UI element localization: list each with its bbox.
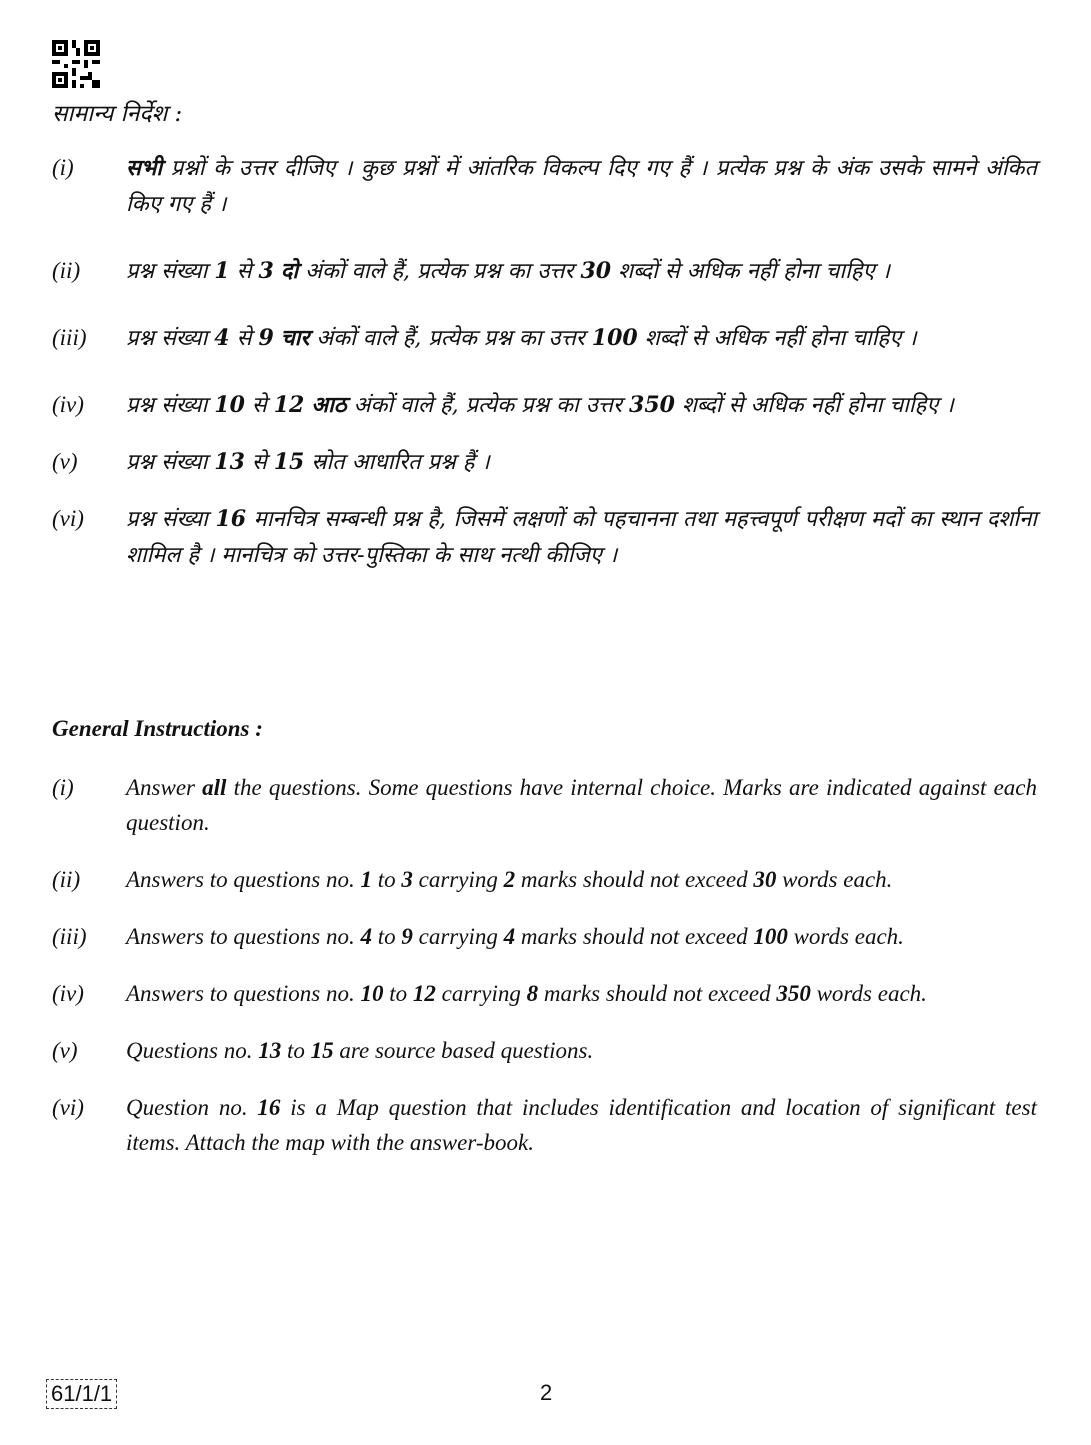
item-text: प्रश्न संख्या 4 से 9 चार अंकों वाले हैं, प्रत्येक प्रश्न का उत्तर 100 शब्दों से अधिक नहीं होना चाहिए । — [126, 325, 917, 351]
english-instructions-list — [52, 770, 1037, 1160]
list-item — [52, 1033, 1037, 1068]
hindi-instructions-heading: सामान्य निर्देश : — [52, 101, 183, 127]
item-text: प्रश्न संख्या 13 से 15 स्रोत आधारित प्रश्न हैं । — [126, 449, 490, 475]
list-item — [52, 320, 1037, 357]
item-number: (iii) — [52, 325, 87, 350]
item-text: प्रश्न संख्या 10 से 12 आठ अंकों वाले हैं, प्रत्येक प्रश्न का उत्तर 350 शब्दों से अधिक नहीं होना चाहिए । — [126, 392, 954, 418]
item-number: (ii) — [52, 867, 81, 892]
item-text: Question no. 16 is a Map question that includes identification and location of significant test items. Attach the map with the answer-book. — [126, 1095, 1037, 1155]
item-text: Answers to questions no. 4 to 9 carrying 4 marks should not exceed 100 words each. — [126, 924, 904, 949]
page-number: 2 — [540, 1380, 553, 1405]
item-text: Answers to questions no. 1 to 3 carrying 2 marks should not exceed 30 words each. — [126, 867, 893, 892]
list-item — [52, 976, 1037, 1011]
list-item — [52, 770, 1037, 840]
item-number: (i) — [52, 155, 74, 180]
paper-code: 61/1/1 — [46, 1379, 117, 1409]
item-text: प्रश्न संख्या 1 से 3 दो अंकों वाले हैं, प्रत्येक प्रश्न का उत्तर 30 शब्दों से अधिक नहीं होना चाहिए । — [126, 258, 890, 284]
list-item — [52, 150, 1037, 223]
item-number: (v) — [52, 449, 78, 474]
item-number: (vi) — [52, 506, 84, 531]
item-number: (vi) — [52, 1095, 84, 1120]
list-item — [52, 1090, 1037, 1160]
english-instructions-heading: General Instructions : — [52, 716, 263, 741]
item-number: (v) — [52, 1038, 78, 1063]
list-item — [52, 387, 1037, 424]
item-text: Answer all the questions. Some questions have internal choice. Marks are indicated against each question. — [126, 775, 1037, 835]
item-number: (ii) — [52, 258, 81, 283]
item-number: (iv) — [52, 981, 84, 1006]
item-number: (iv) — [52, 392, 84, 417]
item-text: Answers to questions no. 10 to 12 carrying 8 marks should not exceed 350 words each. — [126, 981, 927, 1006]
list-item — [52, 862, 1037, 897]
item-text: Questions no. 13 to 15 are source based questions. — [126, 1038, 594, 1063]
hindi-instructions-list — [52, 150, 1037, 574]
item-number: (i) — [52, 775, 74, 800]
item-number: (iii) — [52, 924, 87, 949]
list-item — [52, 501, 1037, 574]
list-item — [52, 253, 1037, 290]
list-item — [52, 919, 1037, 954]
qr-code-icon — [52, 40, 100, 88]
list-item — [52, 444, 1037, 481]
item-text: सभी प्रश्नों के उत्तर दीजिए । कुछ प्रश्नों में आंतरिक विकल्प दिए गए हैं । प्रत्येक प्रश्न के अंक उसके सामने अंकित किए गए हैं । — [126, 155, 1037, 217]
item-text: प्रश्न संख्या 16 मानचित्र सम्बन्धी प्रश्न है, जिसमें लक्षणों को पहचानना तथा महत्त्वपूर्ण परीक्षण मदों का स्थान दर्शाना शामिल है । मानचित्र को उत्तर-पुस्तिका के साथ नत्थी कीजिए । — [126, 506, 1037, 568]
